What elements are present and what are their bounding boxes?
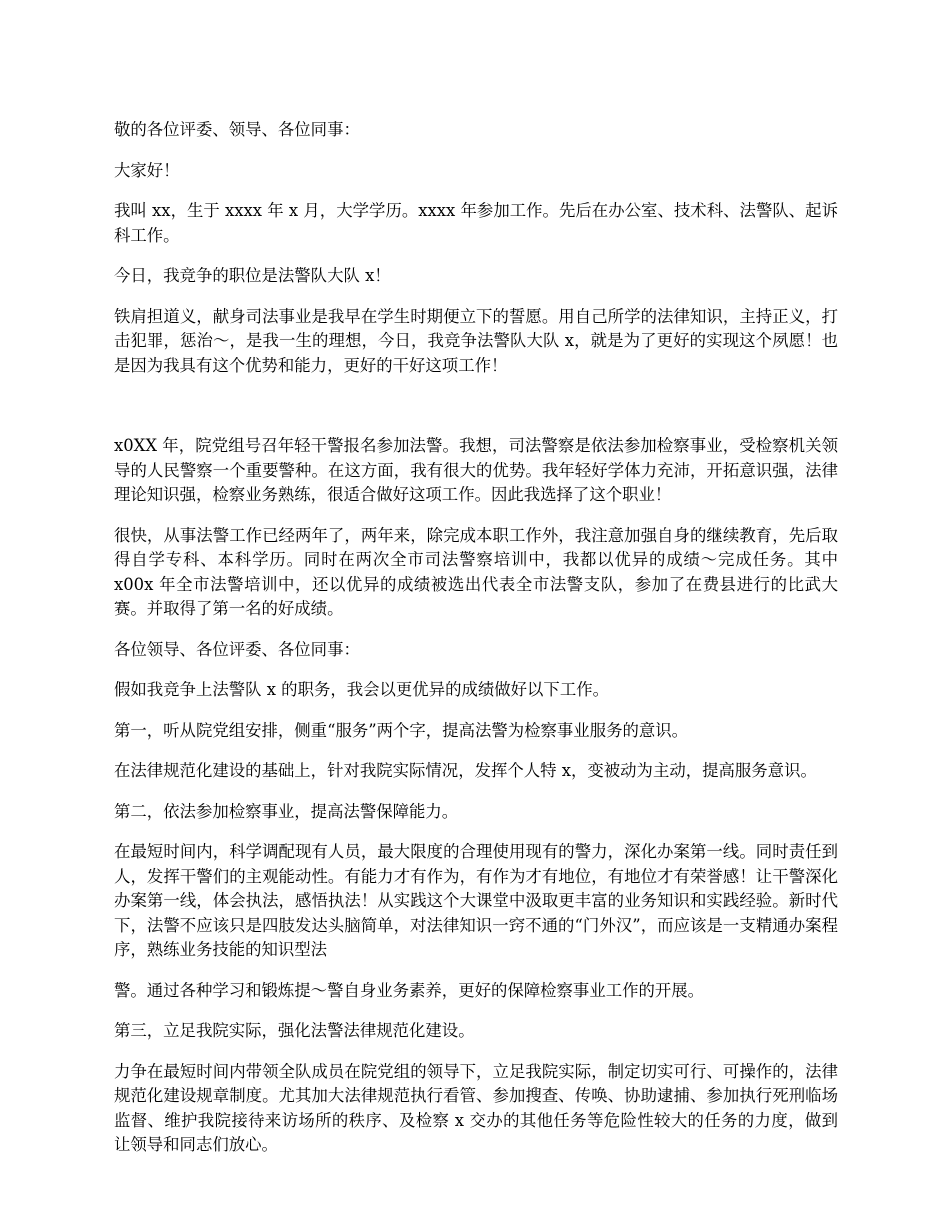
hello-line: 大家好！ (114, 160, 180, 180)
paragraph-gap (114, 394, 838, 434)
self-introduction-paragraph: 我叫 xx，生于 xxxx 年 x 月，大学学历。xxxx 年参加工作。先后在办公室、技术科、法警队、起诉科工作。 (114, 201, 838, 245)
point-two-detail: 在最短时间内，科学调配现有人员，最大限度的合理使用现有的警力，深化办案第一线。同时责任到人，发挥干警们的主观能动性。有能力才有作为，有作为才有地位，有地位才有荣誉感！让干警深化办案第一线，体会执法，感悟执法！从实践这个大课堂中汲取更丰富的业务知识和实践经验。新时代下，法警不应该只是四肢发达头脑简单，对法律知识一窍不通的“门外汉”，而应该是一支精通办案程序，熟练业务技能的知识型法 (114, 842, 838, 959)
second-greeting-line: 各位领导、各位评委、各位同事： (114, 639, 360, 659)
point-two-continuation: 警。通过各种学习和锻炼提～警自身业务素养，更好的保障检察事业工作的开展。 (114, 980, 705, 1000)
experience-paragraph: 很快，从事法警工作已经两年了，两年来，除完成本职工作外，我注意加强自身的继续教育，先后取得自学专科、本科学历。同时在两次全市司法警察培训中，我都以优异的成绩～完成任务。其中 x00x 年全市法警培训中，还以优异的成绩被选出代表全市法警支队，参加了在费县进行的比武大赛。并取得了第一名的好成绩。 (114, 525, 838, 618)
position-statement: 今日，我竞争的职位是法警队大队 x！ (114, 266, 391, 285)
point-two-heading: 第二，依法参加检察事业，提高法警保障能力。 (114, 801, 459, 821)
plan-intro-line: 假如我竞争上法警队 x 的职务，我会以更优异的成绩做好以下工作。 (114, 680, 609, 699)
document-page (114, 118, 838, 1174)
point-three-detail: 力争在最短时间内带领全队成员在院党组的领导下，立足我院实际，制定切实可行、可操作的，法律规范化建设规章制度。尤其加大法律规范执行看管、参加搜查、传唤、协助逮捕、参加执行死刑临场监督、维护我院接待来访场所的秩序、及检察 x 交办的其他任务等危险性较大的任务的力度，做到让领导和同志们放心。 (114, 1061, 838, 1154)
point-three-heading: 第三，立足我院实际，强化法警法律规范化建设。 (114, 1021, 475, 1040)
motivation-paragraph: 铁肩担道义，献身司法事业是我早在学生时期便立下的誓愿。用自己所学的法律知识，主持正义，打击犯罪，惩治～，是我一生的理想，今日，我竞争法警队大队 x，就是为了更好的实现这个夙愿！也是因为我具有这个优势和能力，更好的干好这项工作！ (114, 306, 838, 375)
point-one-detail: 在法律规范化建设的基础上，针对我院实际情况，发挥个人特 x，变被动为主动，提高服务意识。 (114, 761, 817, 780)
greeting-line: 敬的各位评委、领导、各位同事： (114, 120, 360, 139)
background-paragraph: x0XX 年，院党组号召年轻干警报名参加法警。我想，司法警察是依法参加检察事业，受检察机关领导的人民警察一个重要警种。在这方面，我有很大的优势。我年轻好学体力充沛，开拓意识强，法律理论知识强，检察业务熟练，很适合做好这项工作。因此我选择了这个职业！ (114, 436, 838, 504)
point-one-heading: 第一，听从院党组安排，侧重“服务”两个字，提高法警为检察事业服务的意识。 (114, 720, 689, 740)
